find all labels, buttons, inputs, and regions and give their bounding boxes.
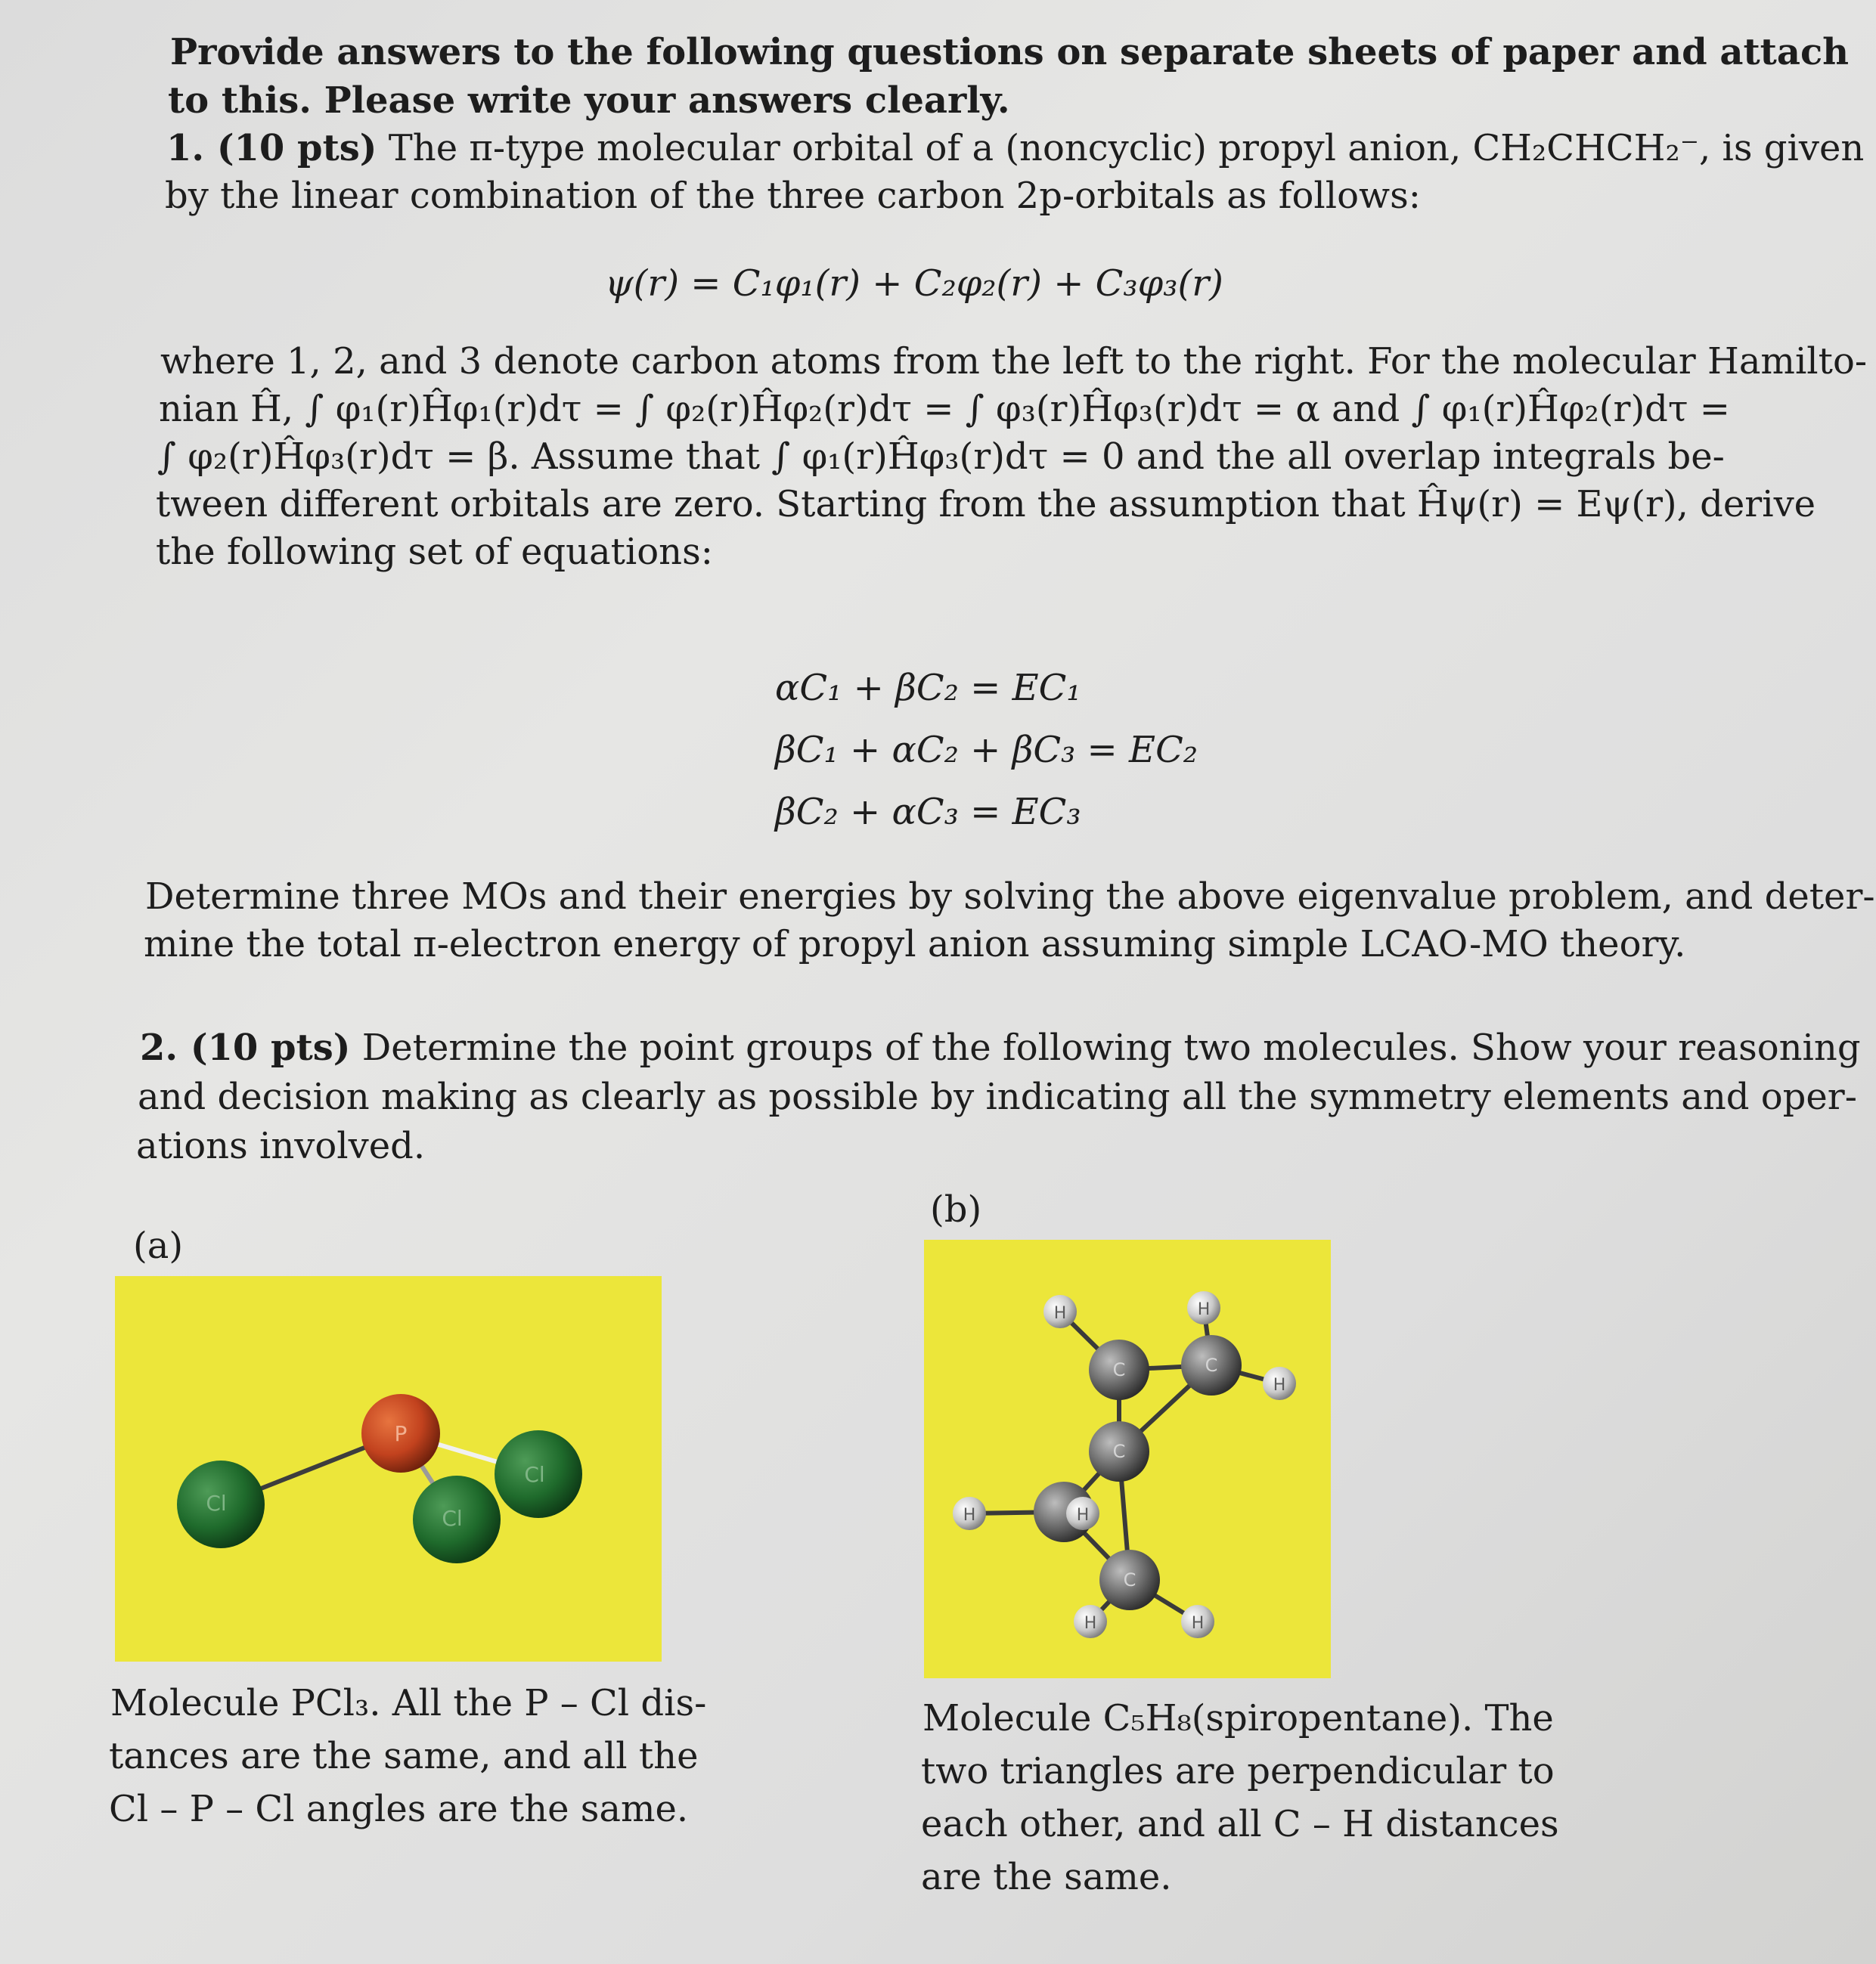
q1-intro: The π-type molecular orbital of a (noncyclic) propyl anion, CH₂CHCH₂⁻, is given xyxy=(388,127,1865,169)
q1-line-1 xyxy=(166,125,1864,172)
figure-b-caption-line-1: Molecule C₅H₈(spiropentane). The xyxy=(922,1697,1554,1739)
figure-b-caption-line-4: are the same. xyxy=(921,1856,1172,1898)
q1-task-line-2: mine the total π-electron energy of propyl anion assuming simple LCAO-MO theory. xyxy=(144,923,1686,965)
eigen-equation-2: βC₁ + αC₂ + βC₃ = EC₂ xyxy=(775,729,1198,771)
carbon-label-spiro: C xyxy=(1112,1441,1126,1462)
spiropentane-molecule-graphic xyxy=(924,1240,1331,1678)
q2-line-2: and decision making as clearly as possible by indicating all the symmetry elements and oper- xyxy=(138,1076,1857,1118)
q1-task-line-1: Determine three MOs and their energies by solving the above eigenvalue problem, and deter- xyxy=(145,875,1875,918)
q1-para-line-4: tween different orbitals are zero. Starting from the assumption that Ĥψ(r) = Eψ(r), derive xyxy=(156,483,1816,525)
figure-b-label: (b) xyxy=(930,1188,982,1231)
chlorine-label-front: Cl xyxy=(442,1506,463,1531)
hydrogen-label-2: H xyxy=(1197,1300,1211,1319)
figure-a-pcl3 xyxy=(115,1276,662,1662)
q2-intro: Determine the point groups of the following two molecules. Show your reasoning xyxy=(361,1027,1861,1069)
hydrogen-label-6: H xyxy=(1191,1614,1205,1633)
hydrogen-label-5: H xyxy=(1084,1614,1097,1633)
figure-a-label: (a) xyxy=(133,1225,184,1267)
wavefunction-equation: ψ(r) = C₁φ₁(r) + C₂φ₂(r) + C₃φ₃(r) xyxy=(605,262,1223,305)
figure-a-caption-line-3: Cl – P – Cl angles are the same. xyxy=(109,1788,689,1830)
eigen-equation-3: βC₂ + αC₃ = EC₃ xyxy=(775,791,1081,833)
carbon-label-5: C xyxy=(1123,1569,1136,1591)
instructions-line-1: Provide answers to the following questions on separate sheets of paper and attach xyxy=(170,31,1850,73)
figure-b-spiropentane xyxy=(924,1240,1331,1678)
hydrogen-label-3: H xyxy=(1273,1376,1286,1395)
q1-para-line-2: nian Ĥ, ∫ φ₁(r)Ĥφ₁(r)dτ = ∫ φ₂(r)Ĥφ₂(r)dτ = ∫ φ₃(r)Ĥφ₃(r)dτ = α and ∫ φ₁(r)Ĥφ₂(r)dτ = xyxy=(159,388,1730,430)
q1-para-line-1: where 1, 2, and 3 denote carbon atoms from the left to the right. For the molecular Hamilto- xyxy=(160,340,1868,383)
carbon-label-1: C xyxy=(1112,1359,1126,1380)
chlorine-label-right: Cl xyxy=(524,1462,545,1487)
pcl3-molecule-graphic xyxy=(115,1276,662,1662)
hydrogen-label-4: H xyxy=(963,1506,976,1525)
q1-line-2: by the linear combination of the three carbon 2p-orbitals as follows: xyxy=(165,175,1421,217)
q1-para-line-5: the following set of equations: xyxy=(156,531,713,573)
hydrogen-label-7: H xyxy=(1076,1506,1090,1525)
eigen-equation-1: αC₁ + βC₂ = EC₁ xyxy=(775,667,1081,709)
chlorine-label-left: Cl xyxy=(206,1491,227,1516)
figure-a-caption-line-1: Molecule PCl₃. All the P – Cl dis- xyxy=(110,1682,707,1724)
q1-number: 1. (10 pts) xyxy=(166,127,377,169)
phosphorus-label: P xyxy=(394,1421,408,1446)
q2-number: 2. (10 pts) xyxy=(140,1027,351,1069)
q2-line-3: ations involved. xyxy=(136,1125,426,1167)
q1-para-line-3: ∫ φ₂(r)Ĥφ₃(r)dτ = β. Assume that ∫ φ₁(r)Ĥφ₃(r)dτ = 0 and the all overlap integrals be- xyxy=(157,435,1725,478)
carbon-label-2: C xyxy=(1205,1355,1218,1376)
instructions-line-2: to this. Please write your answers clearly. xyxy=(168,79,1010,122)
figure-b-caption-line-3: each other, and all C – H distances xyxy=(921,1803,1559,1845)
q2-line-1 xyxy=(140,1024,1861,1072)
hydrogen-label-1: H xyxy=(1053,1304,1067,1323)
figure-b-caption-line-2: two triangles are perpendicular to xyxy=(921,1750,1555,1792)
figure-a-caption-line-2: tances are the same, and all the xyxy=(109,1735,699,1777)
